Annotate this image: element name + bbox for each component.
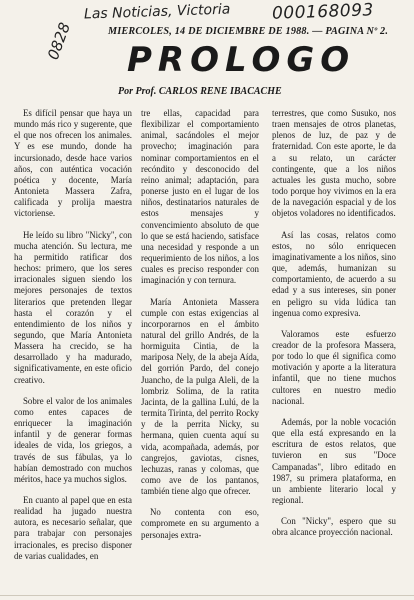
- text-column-2: [141, 108, 259, 551]
- text-column-1: [14, 108, 132, 572]
- paragraph: terrestres, que como Susuko, nos traen mensajes de otros planetas, plenos de luz, de paz y de fraternidad. Con este aporte, le da a su relato, un carácter contingente, que a los niños actuales les gusta mucho, sobre todo porque hoy vivimos en la era de la navegación espacial y de los objetos voladores no identificados.: [272, 108, 396, 219]
- byline: Por Prof. CARLOS RENE IBACACHE: [118, 86, 282, 97]
- paragraph: María Antonieta Massera cumple con estas exigencias al incorporarnos en el ámbito natural del grillo Andrés, de la hormiguita Cintia, de la mariposa Nely, de la abeja Aída, del gorrión Pardo, del conejo Juancho, de la pulga Aleli, de la lombriz Solima, de la ratita Jacinta, de la gallina Lulú, de la termita Tirinta, del perrito Rocky y de la perrita Nicky, su hermana, quien cuenta aquí su vida, acompañada, además, por cangrejos, gaviotas, cisnes, lechuzas, ranas y colomas, que como ave de los pantanos, también tiene algo que ofrecer.: [141, 296, 259, 497]
- handwritten-margin-number: 0828: [44, 20, 74, 63]
- dateline: MIERCOLES, 14 DE DICIEMBRE DE 1988. — PAGINA Nº 2.: [108, 26, 389, 37]
- paragraph: Es difícil pensar que haya un mundo más rico y sugerente, que el que nos ofrecen los animales. Y es ese mundo, donde ha incursionado, desde hace varios años, con auténtica vocación poética y docente, María Antonieta Massera Zafra, calificada y prolija maestra victoriense.: [14, 108, 132, 219]
- page-edge-divider: [0, 595, 414, 596]
- paragraph: tre ellas, capacidad para flexibilizar el comportamiento animal, sacándoles el mejor provecho; imaginación para nominar comportamientos en el recóndito y desconocido del reino animal; adaptación, para ponerse justo en el lugar de los niños, destinatarios naturales de estos mensajes y convencimiento absoluto de que lo que se está haciendo, satisface una necesidad y responde a un requerimiento de los niños, a los cuales es preciso responder con imaginación y con ternura.: [141, 108, 259, 286]
- paragraph: Con "Nicky", espero que su obra alcance proyección nacional.: [272, 516, 396, 538]
- handwritten-source-note: Las Noticias, Victoria: [83, 1, 231, 23]
- paragraph: Así las cosas, relatos como estos, no sólo enriquecen imaginativamente a los niños, sino que, además, humanizan su comportamiento, de acuerdo a su edad y a sus intereses, sin poner en peligro su vida lúdica tan ingenua como expresiva.: [272, 229, 396, 318]
- paragraph: Valoramos este esfuerzo creador de la profesora Massera, por todo lo que él significa como motivación y aporte a la literatura infantil, que no tiene muchos cultores en nuestro medio nacional.: [272, 328, 396, 406]
- paragraph: He leído su libro "Nicky", con mucha atención. Su lectura, me ha permitido ratificar dos hechos: primero, que los seres irracionales siguen siendo los mejores personajes de textos literarios que pretenden llegar hasta el corazón y el entendimiento de los niños y segundo, que María Antonieta Massera ha crecido, se ha desarrollado y ha madurado, significativamente, en este oficio creativo.: [14, 229, 132, 385]
- paragraph: Además, por la noble vocación que ella está expresando en la escritura de estos relatos, que tuvieron en sus "Doce Campanadas", libro editado en 1987, su primera plataforma, en un ambiente literario local y regional.: [272, 416, 396, 505]
- paragraph: Sobre el valor de los animales como entes capaces de enriquecer la imaginación infantil y de generar formas ideales de vida, los griegos, a través de sus fábulas, ya lo habían demostrado con muchos méritos, hace ya muchos siglos.: [14, 395, 132, 484]
- text-column-3: [272, 108, 396, 548]
- paragraph: No contenta con eso, compromete en su argumento a personajes extra-: [141, 507, 259, 540]
- paragraph: En cuanto al papel que en esta realidad ha jugado nuestra autora, es necesario señalar, que para trabajar con personajes irracionales, es preciso disponer de varias cualidades, en: [14, 495, 132, 561]
- article-title: PROLOGO: [127, 40, 356, 80]
- handwritten-catalog-code: 000168093: [271, 0, 375, 24]
